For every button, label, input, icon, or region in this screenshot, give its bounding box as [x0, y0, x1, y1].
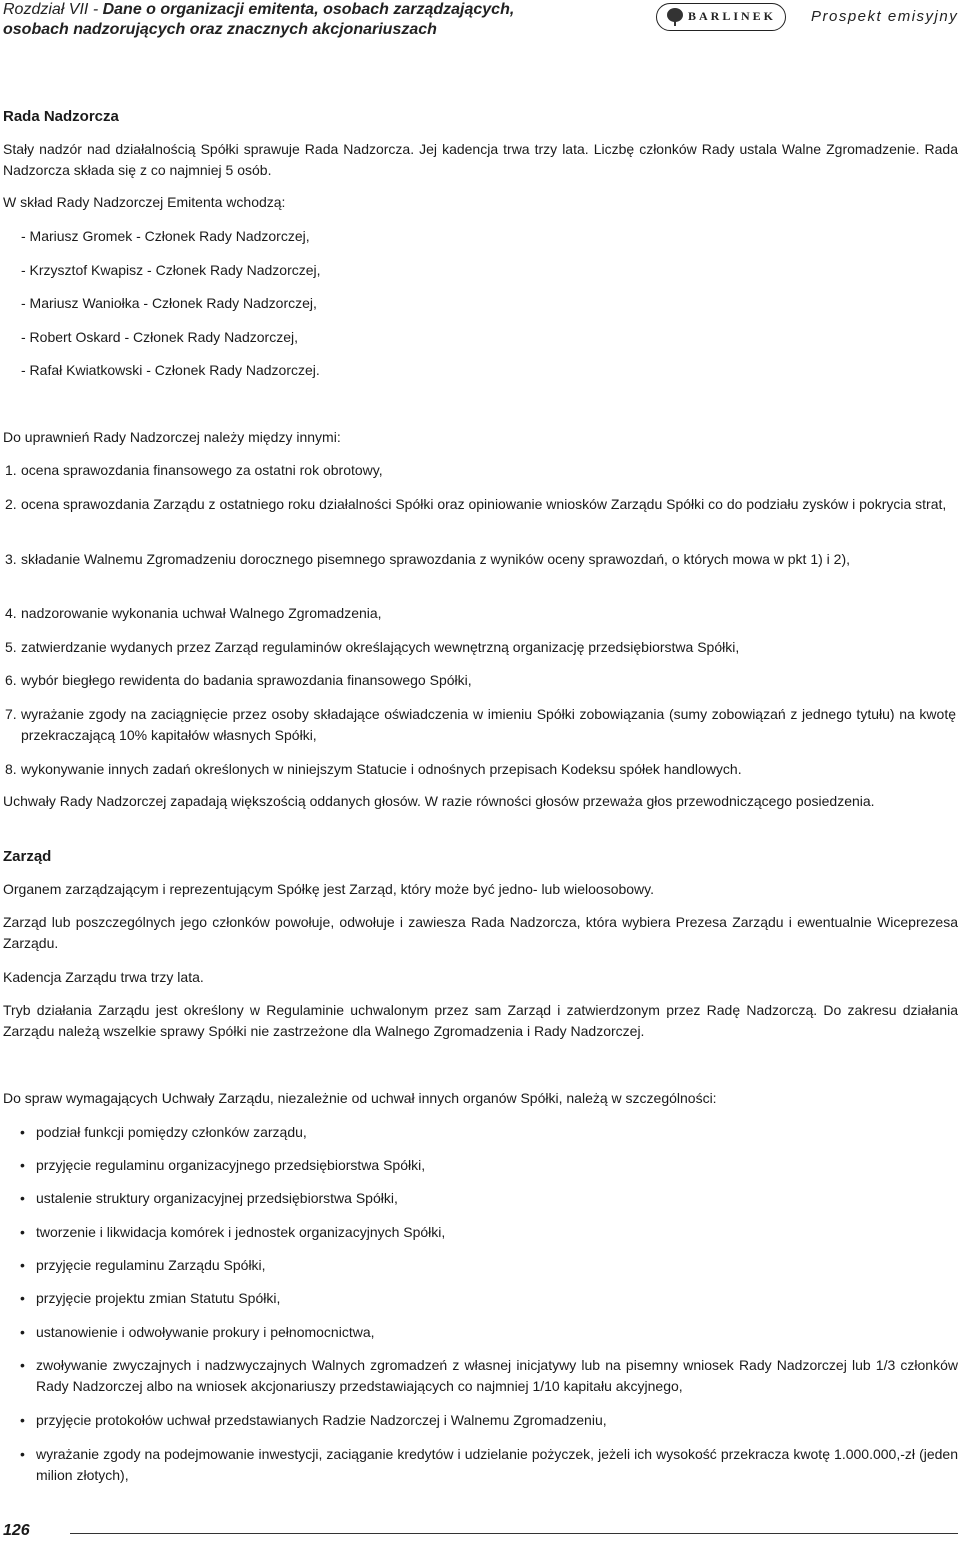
matter-item [20, 1322, 958, 1343]
bullet-icon: • [20, 1224, 25, 1240]
matter-item [20, 1288, 958, 1309]
bullet-icon: • [20, 1157, 25, 1173]
chapter-title-line-2: osobach nadzorujących oraz znacznych akcjonariuszach [3, 21, 437, 38]
item-text: zwoływanie zwyczajnych i nadzwyczajnych Walnych zgromadzeń z własnej inicjatywy lub na pisemny wniosek Rady Nadzorczej lub 1/3 członków Rady Nadzorczej albo na wniosek akcjonariuszy przedstawiających co najmniej 1/10 kapitału akcyjnego, [36, 1357, 958, 1394]
power-item [5, 670, 956, 691]
item-text: przyjęcie regulaminu organizacyjnego przedsiębiorstwa Spółki, [36, 1157, 426, 1173]
matters-intro: Do spraw wymagających Uchwały Zarządu, niezależnie od uchwał innych organów Spółki, należą w szczególności: [3, 1090, 717, 1106]
document-type: Prospekt emisyjny [811, 8, 959, 25]
chapter-number: Rozdział VII - [3, 1, 103, 18]
item-text: tworzenie i likwidacja komórek i jednostek organizacyjnych Spółki, [36, 1224, 446, 1240]
bullet-icon: • [20, 1290, 25, 1306]
item-number: 4. [5, 605, 17, 621]
member-item: - Rafał Kwiatkowski - Członek Rady Nadzorczej. [21, 362, 320, 378]
item-number: 5. [5, 639, 17, 655]
power-item [5, 759, 956, 780]
item-text: ustanowienie i odwoływanie prokury i pełnomocnictwa, [36, 1324, 375, 1340]
matter-item [20, 1188, 958, 1209]
section-heading-rada: Rada Nadzorcza [3, 108, 119, 125]
matter-item [20, 1444, 958, 1486]
item-text: ocena sprawozdania finansowego za ostatni rok obrotowy, [21, 462, 383, 478]
item-text: przyjęcie projektu zmian Statutu Spółki, [36, 1290, 281, 1306]
member-item: - Krzysztof Kwapisz - Członek Rady Nadzorczej, [21, 262, 321, 278]
member-item: - Mariusz Waniołka - Członek Rady Nadzorczej, [21, 295, 317, 311]
matter-item [20, 1255, 958, 1276]
page-header [0, 0, 960, 44]
chapter-title [3, 0, 514, 40]
zarzad-paragraph-1: Organem zarządzającym i reprezentującym Spółkę jest Zarząd, który może być jedno- lub wieloosobowy. [3, 881, 655, 897]
matter-item [20, 1155, 958, 1176]
page-number: 126 [3, 1522, 30, 1539]
bullet-icon: • [20, 1190, 25, 1206]
members-intro: W skład Rady Nadzorczej Emitenta wchodzą: [3, 194, 286, 210]
item-text: zatwierdzanie wydanych przez Zarząd regulaminów określających wewnętrzną organizację przedsiębiorstwa Spółki, [21, 639, 740, 655]
barlinek-logo [656, 3, 786, 31]
item-text: wyrażanie zgody na zaciągnięcie przez osoby składające oświadczenia w imieniu Spółki zobowiązania (sumy zobowiązań z jednego tytułu) na kwotę przekraczającą 10% kapitałów własnych Spółki, [21, 706, 956, 743]
bullet-icon: • [20, 1257, 25, 1273]
item-text: wybór biegłego rewidenta do badania sprawozdania finansowego Spółki, [21, 672, 472, 688]
zarzad-paragraph-2: Zarząd lub poszczególnych jego członków powołuje, odwołuje i zawiesza Rada Nadzorcza, która wybiera Prezesa Zarządu i ewentualnie Wiceprezesa Zarządu. [3, 914, 958, 951]
item-number: 6. [5, 672, 17, 688]
bullet-icon: • [20, 1412, 25, 1428]
item-text: nadzorowanie wykonania uchwał Walnego Zgromadzenia, [21, 605, 382, 621]
power-item [5, 603, 956, 624]
chapter-title-line-1: Dane o organizacji emitenta, osobach zarządzających, [102, 1, 515, 18]
power-item [5, 494, 956, 515]
footer-divider [70, 1533, 958, 1534]
member-item: - Mariusz Gromek - Członek Rady Nadzorczej, [21, 228, 310, 244]
power-item [5, 460, 956, 481]
matter-item [20, 1410, 958, 1431]
item-number: 2. [5, 496, 17, 512]
item-number: 3. [5, 551, 17, 567]
powers-intro: Do uprawnień Rady Nadzorczej należy między innymi: [3, 429, 341, 445]
power-item [5, 637, 956, 658]
power-item [5, 549, 956, 570]
item-text: wyrażanie zgody na podejmowanie inwestycji, zaciąganie kredytów i udzielanie pożyczek, jeżeli ich wysokość przekracza kwotę 1.000.000,-zł (jeden milion złotych), [36, 1446, 958, 1483]
item-text: przyjęcie regulaminu Zarządu Spółki, [36, 1257, 266, 1273]
item-text: ocena sprawozdania Zarządu z ostatniego roku działalności Spółki oraz opiniowanie wniosków Zarządu Spółki co do podziału zysków i pokrycia strat, [21, 496, 947, 512]
matter-item [20, 1355, 958, 1397]
item-text: przyjęcie protokołów uchwał przedstawianych Radzie Nadzorczej i Walnemu Zgromadzeniu, [36, 1412, 607, 1428]
logo-wordmark: BARLINEK [688, 9, 777, 23]
matter-item [20, 1122, 958, 1143]
bullet-icon: • [20, 1357, 25, 1373]
item-text: składanie Walnemu Zgromadzeniu dorocznego pisemnego sprawozdania z wyników oceny sprawozdań, o których mowa w pkt 1) i 2), [21, 551, 850, 567]
zarzad-paragraph-3: Kadencja Zarządu trwa trzy lata. [3, 969, 204, 985]
item-text: podział funkcji pomiędzy członków zarządu, [36, 1124, 307, 1140]
item-text: ustalenie struktury organizacyjnej przedsiębiorstwa Spółki, [36, 1190, 398, 1206]
item-number: 7. [5, 706, 17, 722]
bullet-icon: • [20, 1124, 25, 1140]
bullet-icon: • [20, 1446, 25, 1462]
zarzad-paragraph-4: Tryb działania Zarządu jest określony w Regulaminie uchwalonym przez sam Zarząd i zatwierdzonym przez Radę Nadzorczą. Do zakresu działania Zarządu należą wszelkie sprawy Spółki nie zastrzeżone dla Walnego Zgromadzenia i Rady Nadzorczej. [3, 1002, 958, 1039]
item-number: 1. [5, 462, 17, 478]
tree-icon [665, 7, 685, 27]
section-heading-zarzad: Zarząd [3, 848, 52, 865]
rada-intro: Stały nadzór nad działalnością Spółki sprawuje Rada Nadzorcza. Jej kadencja trwa trzy lata. Liczbę członków Rady ustala Walne Zgromadzenie. Rada Nadzorcza składa się z co najmniej 5 osób. [3, 141, 958, 178]
item-text: wykonywanie innych zadań określonych w niniejszym Statucie i odnośnych przepisach Kodeksu spółek handlowych. [21, 761, 742, 777]
member-item: - Robert Oskard - Członek Rady Nadzorczej, [21, 329, 298, 345]
item-number: 8. [5, 761, 17, 777]
resolutions-paragraph: Uchwały Rady Nadzorczej zapadają większością oddanych głosów. W razie równości głosów przeważa głos przewodniczącego posiedzenia. [3, 793, 875, 809]
matter-item [20, 1222, 958, 1243]
power-item [5, 704, 956, 746]
bullet-icon: • [20, 1324, 25, 1340]
